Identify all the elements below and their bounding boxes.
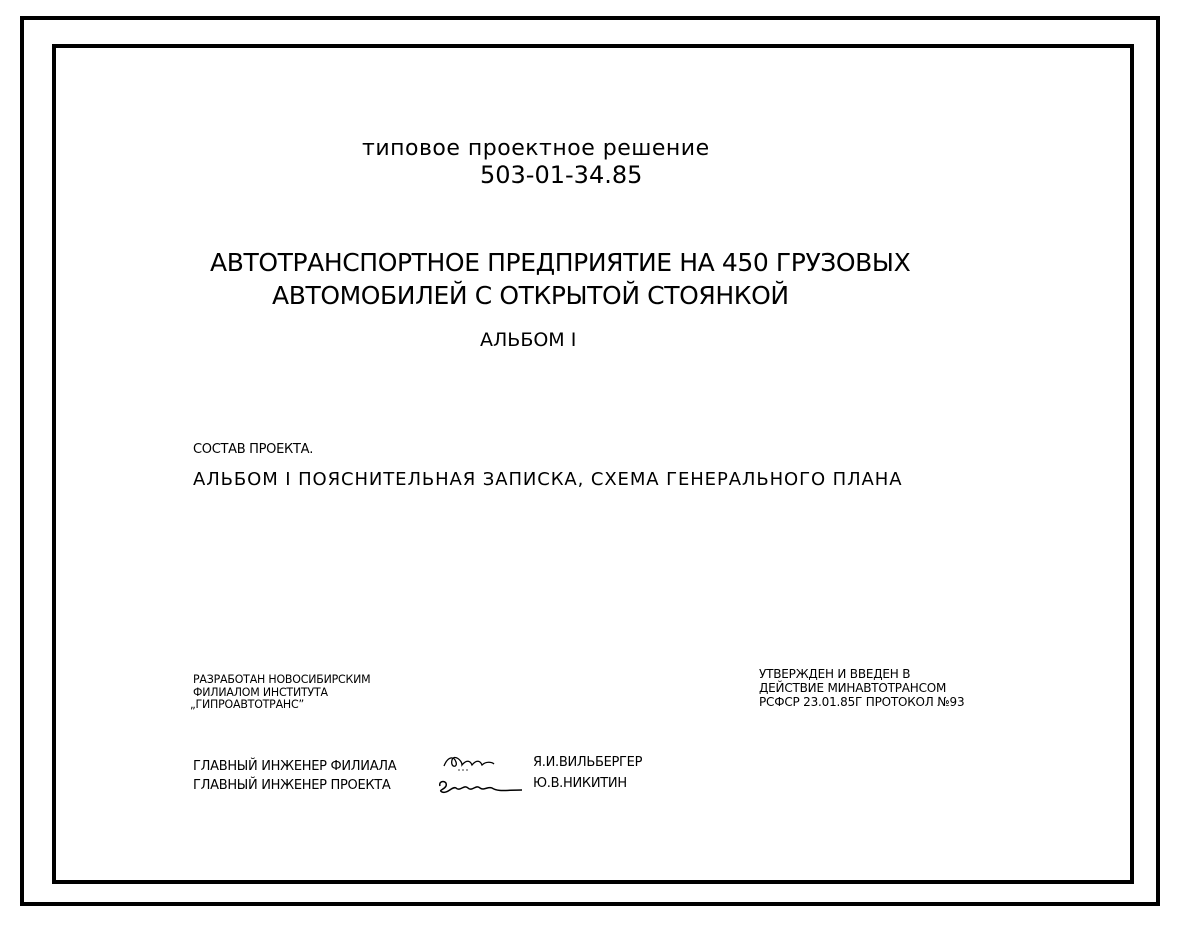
- album-title: АЛЬБОМ I: [480, 329, 577, 351]
- signature-role-2: ГЛАВНЫЙ ИНЖЕНЕР ПРОЕКТА: [193, 778, 391, 793]
- signature-mark-2: [436, 776, 526, 798]
- series-label: типовое проектное решение: [362, 136, 710, 161]
- signature-name-1: Я.И.ВИЛЬБЕРГЕР: [533, 755, 643, 770]
- signature-role-1: ГЛАВНЫЙ ИНЖЕНЕР ФИЛИАЛА: [193, 759, 397, 774]
- signature-name-2: Ю.В.НИКИТИН: [533, 776, 627, 791]
- project-title-line-2: АВТОМОБИЛЕЙ С ОТКРЫТОЙ СТОЯНКОЙ: [272, 281, 789, 310]
- composition-album-line: АЛЬБОМ I ПОЯСНИТЕЛЬНАЯ ЗАПИСКА, СХЕМА ГЕНЕРАЛЬНОГО ПЛАНА: [193, 469, 903, 490]
- developer-line-2: ФИЛИАЛОМ ИНСТИТУТА: [193, 685, 328, 700]
- developer-line-3: „ГИПРОАВТОТРАНС”: [190, 697, 304, 712]
- approval-line-2: ДЕЙСТВИЕ МИНАВТОТРАНСОМ: [759, 680, 947, 696]
- approval-line-1: УТВЕРЖДЕН И ВВЕДЕН В: [759, 666, 911, 682]
- approval-line-3: РСФСР 23.01.85Г ПРОТОКОЛ №93: [759, 694, 965, 710]
- project-title-line-1: АВТОТРАНСПОРТНОЕ ПРЕДПРИЯТИЕ НА 450 ГРУЗОВЫХ: [210, 248, 911, 277]
- developer-line-1: РАЗРАБОТАН НОВОСИБИРСКИМ: [193, 672, 371, 687]
- composition-label: СОСТАВ ПРОЕКТА.: [193, 442, 314, 457]
- project-number: 503-01-34.85: [480, 161, 643, 189]
- signature-mark-1: [440, 752, 500, 774]
